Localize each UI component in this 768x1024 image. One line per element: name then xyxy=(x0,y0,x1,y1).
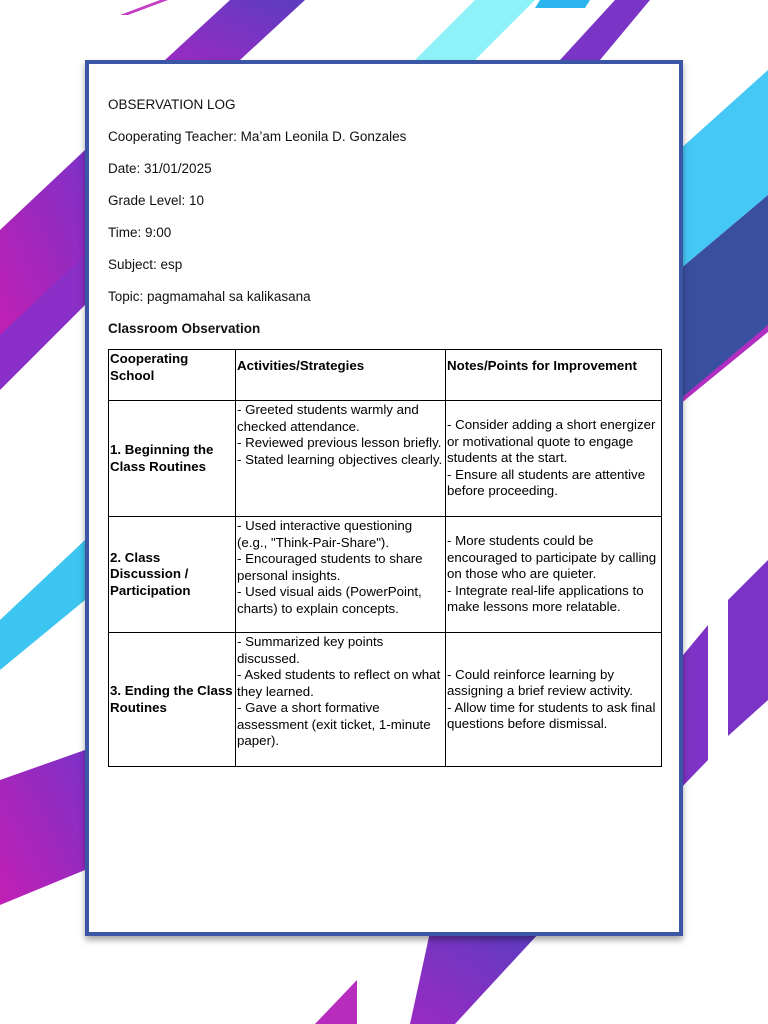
note-item: - More students could be encouraged to participate by calling on those who are quieter. xyxy=(447,533,657,582)
bg-stripe xyxy=(728,560,768,736)
cooperating-teacher: Cooperating Teacher: Ma’am Leonila D. Gonzales xyxy=(108,129,407,144)
row-label: 3. Ending the Class Routines xyxy=(109,633,236,767)
observation-table xyxy=(108,349,662,767)
bg-stripe xyxy=(679,625,708,790)
notes-cell xyxy=(446,633,662,767)
activities-cell xyxy=(236,517,446,633)
activity-item: - Asked students to reflect on what they learned. xyxy=(237,667,441,699)
column-header: Activities/Strategies xyxy=(236,350,446,401)
note-item: - Ensure all students are attentive before proceeding. xyxy=(447,466,646,499)
activity-item: - Greeted students warmly and checked attendance. xyxy=(237,402,419,434)
activity-item: - Gave a short formative assessment (exit ticket, 1-minute paper). xyxy=(237,700,431,748)
bg-stripe xyxy=(315,980,357,1024)
document-title: OBSERVATION LOG xyxy=(108,97,236,112)
column-header: Notes/Points for Improvement xyxy=(446,350,662,401)
column-header: Cooperating School xyxy=(109,350,236,401)
notes-cell xyxy=(446,401,662,517)
bg-stripe xyxy=(410,932,540,1024)
bg-stripe xyxy=(0,540,85,670)
bg-stripe xyxy=(560,0,650,60)
note-item: - Integrate real-life applications to make lessons more relatable. xyxy=(447,582,644,615)
notes-cell xyxy=(446,517,662,633)
table-row xyxy=(109,633,662,767)
note-item: - Consider adding a short energizer or motivational quote to engage students at the start. xyxy=(447,417,656,466)
date: Date: 31/01/2025 xyxy=(108,161,212,176)
activity-item: - Reviewed previous lesson briefly. xyxy=(237,435,442,450)
time: Time: 9:00 xyxy=(108,225,172,240)
table-row xyxy=(109,401,662,517)
activity-item: - Encouraged students to share personal insights. xyxy=(237,551,423,583)
grade-level: Grade Level: 10 xyxy=(108,193,205,208)
bg-stripe xyxy=(120,0,168,15)
note-item: - Allow time for students to ask final questions before dismissal. xyxy=(447,699,656,731)
activity-item: - Summarized key points discussed. xyxy=(237,634,384,666)
row-label: 1. Beginning the Class Routines xyxy=(109,401,236,517)
subject: Subject: esp xyxy=(108,257,183,272)
activities-cell xyxy=(236,633,446,767)
activity-item: - Used interactive questioning (e.g., "Think-Pair-Share"). xyxy=(237,518,413,550)
bg-stripe xyxy=(165,0,305,60)
table-row xyxy=(109,517,662,633)
section-heading: Classroom Observation xyxy=(108,321,261,336)
activity-item: - Stated learning objectives clearly. xyxy=(237,451,443,467)
bg-stripe xyxy=(415,0,535,60)
activity-item: - Used visual aids (PowerPoint, charts) to explain concepts. xyxy=(237,584,422,616)
note-item: - Could reinforce learning by assigning a brief review activity. xyxy=(447,666,633,698)
bg-stripe xyxy=(0,750,85,905)
bg-stripe xyxy=(535,0,590,8)
table-header-row xyxy=(109,350,662,401)
topic: Topic: pagmamahal sa kalikasana xyxy=(108,289,311,304)
activities-cell xyxy=(236,401,446,517)
observation-log-page xyxy=(85,60,683,936)
row-label: 2. Class Discussion / Participation xyxy=(109,517,236,633)
